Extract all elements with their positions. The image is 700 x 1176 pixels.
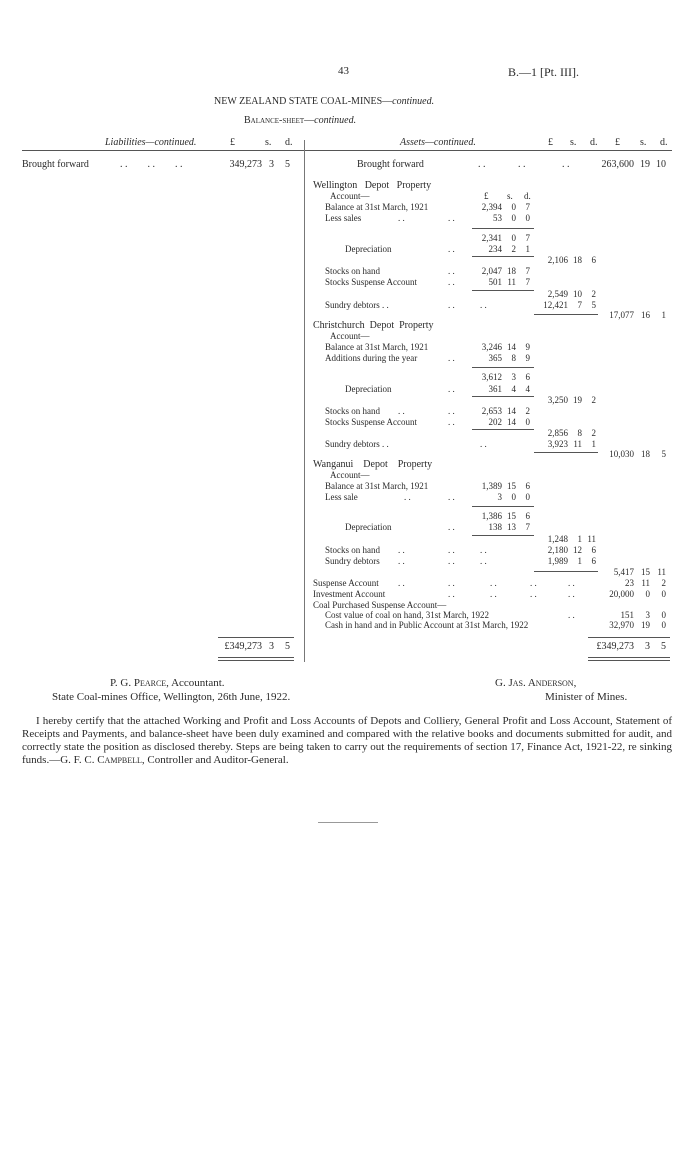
christchurch-depreciation-shillings: 4 <box>511 384 516 394</box>
wellington-depreciation-pence: 1 <box>525 244 530 254</box>
page-title-cont: continued. <box>392 96 435 107</box>
wellington-less-pence: 0 <box>525 213 530 223</box>
footer-rule <box>318 822 378 823</box>
table-top-rule <box>22 150 672 151</box>
assets-brought-forward-label: Brought forward <box>357 159 424 170</box>
wellington-depreciation-shillings: 2 <box>511 244 516 254</box>
christchurch-debtors-pence: 1 <box>591 439 596 449</box>
coal-cost-pence: 0 <box>661 610 666 620</box>
wanganui-less-shillings: 0 <box>511 492 516 502</box>
suspense-account-label: Suspense Account <box>313 578 379 588</box>
leader-dots: . . <box>448 545 455 555</box>
leader-dots: . . <box>490 589 497 599</box>
leader-dots: . . <box>530 589 537 599</box>
page-title-main: NEW ZEALAND STATE COAL-MINES— <box>214 96 393 107</box>
leader-dots: . . <box>530 578 537 588</box>
suspense-account-pence: 2 <box>661 578 666 588</box>
wellington-heading-account: Account— <box>330 191 370 201</box>
christchurch-depreciation-pounds: 361 <box>488 384 502 394</box>
wellington-debtors-shillings: 7 <box>577 300 582 310</box>
wanganui-stocks-pence: 6 <box>591 545 596 555</box>
christchurch-stocks-suspense-pounds: 202 <box>488 417 502 427</box>
christchurch-stocks-suspense-pence: 0 <box>525 417 530 427</box>
wellington-stocks-suspense-pence: 7 <box>525 277 530 287</box>
christchurch-after-depr-pence: 2 <box>591 395 596 405</box>
wanganui-net-pence: 6 <box>525 511 530 521</box>
assets-total-shillings: 3 <box>645 641 650 652</box>
wanganui-net-pounds: 1,386 <box>481 511 502 521</box>
investment-account-shillings: 0 <box>645 589 650 599</box>
christchurch-balance-shillings: 14 <box>507 342 516 352</box>
wellington-after-depr-pence: 6 <box>591 255 596 265</box>
christchurch-stocks-total-pence: 2 <box>591 428 596 438</box>
subtotal-rule <box>534 452 598 453</box>
christchurch-depreciation-label: Depreciation <box>345 384 392 394</box>
audit-certificate <box>22 715 672 767</box>
liabilities-total-pounds: £349,273 <box>224 641 262 652</box>
wellington-balance-pence: 7 <box>525 202 530 212</box>
christchurch-stocks-shillings: 14 <box>507 406 516 416</box>
christchurch-heading: Christchurch Depot Property <box>313 320 434 331</box>
leader-dots: . . <box>480 556 487 566</box>
wellington-after-depr-shillings: 18 <box>573 255 582 265</box>
christchurch-additions-shillings: 8 <box>511 353 516 363</box>
wellington-balance-shillings: 0 <box>511 202 516 212</box>
coal-cost-label: Cost value of coal on hand, 31st March, 1922 <box>325 610 489 620</box>
christchurch-net-shillings: 3 <box>511 372 516 382</box>
leader-dots: . . <box>480 439 487 449</box>
leader-dots: . . <box>448 277 455 287</box>
leader-dots: . . <box>478 159 486 170</box>
christchurch-net-pounds: 3,612 <box>481 372 502 382</box>
leader-dots: . . <box>490 578 497 588</box>
subtotal-rule <box>472 506 534 507</box>
office-date-line: State Coal-mines Office, Wellington, 26th June, 1922. <box>52 691 291 703</box>
wellington-less-pounds: 53 <box>493 213 502 223</box>
assets-heading: Assets—continued. <box>400 137 476 148</box>
wanganui-depreciation-label: Depreciation <box>345 522 392 532</box>
liabilities-bf-pence: 5 <box>285 159 290 170</box>
christchurch-stocks-suspense-label: Stocks Suspense Account <box>325 417 417 427</box>
subtotal-rule <box>472 228 534 229</box>
wanganui-depreciation-pounds: 138 <box>488 522 502 532</box>
subtotal-rule <box>472 396 534 397</box>
leader-dots: . . <box>398 406 405 416</box>
christchurch-stocks-total-shillings: 8 <box>577 428 582 438</box>
wanganui-depreciation-pence: 7 <box>525 522 530 532</box>
christchurch-total-pounds: 10,030 <box>609 449 634 459</box>
liabilities-total-double-rule <box>218 657 294 661</box>
christchurch-total-pence: 5 <box>661 449 666 459</box>
liabilities-total-shillings: 3 <box>269 641 274 652</box>
page-number: 43 <box>338 65 349 77</box>
assets-col-shillings: s. <box>570 137 577 148</box>
assets-bf-pounds: 263,600 <box>601 159 634 170</box>
wanganui-after-depr-pence: 11 <box>587 534 596 544</box>
wellington-stocks-total-pounds: 2,549 <box>547 289 568 299</box>
leader-dots: . . <box>568 589 575 599</box>
investment-account-pounds: 20,000 <box>609 589 634 599</box>
wanganui-less-pounds: 3 <box>497 492 502 502</box>
wellington-net-pence: 7 <box>525 233 530 243</box>
leader-dots: . . . . . . <box>120 159 183 170</box>
accountant-title: Accountant. <box>168 677 225 689</box>
wanganui-after-depr-shillings: 1 <box>577 534 582 544</box>
christchurch-after-depr-pounds: 3,250 <box>547 395 568 405</box>
assets-total-pounds: £349,273 <box>596 641 634 652</box>
leader-dots: . . <box>518 159 526 170</box>
investment-account-label: Investment Account <box>313 589 386 599</box>
wanganui-balance-pounds: 1,389 <box>481 481 502 491</box>
leader-dots: . . <box>448 417 455 427</box>
certificate-signer-title: Controller and Auditor-General. <box>144 754 289 766</box>
assets-col-pence: d. <box>590 137 598 148</box>
wellington-less-shillings: 0 <box>511 213 516 223</box>
sub-col-shillings: s. <box>507 191 513 201</box>
liabilities-heading: Liabilities—continued. <box>105 137 197 148</box>
wanganui-after-depr-pounds: 1,248 <box>547 534 568 544</box>
wanganui-balance-shillings: 15 <box>507 481 516 491</box>
leader-dots: . . <box>448 266 455 276</box>
minister-title: Minister of Mines. <box>545 691 628 703</box>
wanganui-stocks-label: Stocks on hand <box>325 545 380 555</box>
wellington-stocks-suspense-pounds: 501 <box>488 277 502 287</box>
wanganui-depreciation-shillings: 13 <box>507 522 516 532</box>
coal-cost-shillings: 3 <box>645 610 650 620</box>
christchurch-stocks-pence: 2 <box>525 406 530 416</box>
wanganui-debtors-pence: 6 <box>591 556 596 566</box>
wellington-debtors-pounds: 12,421 <box>543 300 568 310</box>
leader-dots: . . <box>448 492 455 502</box>
page-subtitle-cont: continued. <box>314 115 357 126</box>
christchurch-stocks-pounds: 2,653 <box>481 406 502 416</box>
leader-dots: . . <box>448 300 455 310</box>
wellington-stocks-pence: 7 <box>525 266 530 276</box>
page-subtitle-main: Balance-sheet— <box>244 115 315 126</box>
investment-account-pence: 0 <box>661 589 666 599</box>
wellington-heading: Wellington Depot Property <box>313 180 432 191</box>
wellington-after-depr-pounds: 2,106 <box>547 255 568 265</box>
assets-bf-shillings: 19 <box>640 159 650 170</box>
accountant-name: P. G. Pearce, <box>110 677 169 689</box>
wanganui-total-pence: 11 <box>657 567 666 577</box>
wellington-stocks-total-shillings: 10 <box>573 289 582 299</box>
leader-dots: . . <box>568 610 575 620</box>
wellington-balance-label: Balance at 31st March, 1921 <box>325 202 429 212</box>
wellington-stocks-label: Stocks on hand <box>325 266 380 276</box>
wanganui-heading-account: Account— <box>330 470 370 480</box>
cash-shillings: 19 <box>641 620 650 630</box>
wellington-stocks-pounds: 2,047 <box>481 266 502 276</box>
wellington-stocks-total-pence: 2 <box>591 289 596 299</box>
leader-dots: . . <box>448 384 455 394</box>
assets-col-shillings-2: s. <box>640 137 647 148</box>
wanganui-less-pence: 0 <box>525 492 530 502</box>
sub-col-pence: d. <box>524 191 531 201</box>
cash-pence: 0 <box>661 620 666 630</box>
christchurch-total-shillings: 18 <box>641 449 650 459</box>
assets-col-pounds-2: £ <box>615 137 620 148</box>
wanganui-debtors-shillings: 1 <box>577 556 582 566</box>
leader-dots: . . <box>382 439 389 449</box>
assets-total-double-rule <box>588 657 670 661</box>
christchurch-after-depr-shillings: 19 <box>573 395 582 405</box>
leader-dots: . . <box>448 578 455 588</box>
leader-dots: . . <box>404 492 411 502</box>
wanganui-net-shillings: 15 <box>507 511 516 521</box>
christchurch-debtors-pounds: 3,923 <box>547 439 568 449</box>
liabilities-col-pence: d. <box>285 137 293 148</box>
leader-dots: . . <box>448 353 455 363</box>
wellington-net-pounds: 2,341 <box>481 233 502 243</box>
cash-label: Cash in hand and in Public Account at 31st March, 1922 <box>325 620 529 630</box>
wanganui-balance-pence: 6 <box>525 481 530 491</box>
certificate-text: I hereby certify that the attached Working and Profit and Loss Accounts of Depots and Colliery, General Profit and Loss Account, Statement of Receipts and Payments, and balance-sheet have been duly examined and compared with the relative books and documents submitted for audit, and correctly state the position as disclosed thereby. Steps are being taken to carry out the requirements of section 17, Finance Act, 1921-22, re sinking funds.— <box>22 715 672 766</box>
document-reference: B.—1 [Pt. III]. <box>508 65 579 79</box>
christchurch-net-pence: 6 <box>525 372 530 382</box>
christchurch-debtors-label: Sundry debtors <box>325 439 380 449</box>
subtotal-rule <box>472 429 534 430</box>
sub-col-pounds: £ <box>484 191 489 201</box>
christchurch-depreciation-pence: 4 <box>525 384 530 394</box>
page-title <box>214 97 434 107</box>
wellington-debtors-pence: 5 <box>591 300 596 310</box>
liabilities-col-pounds: £ <box>230 137 235 148</box>
assets-col-pence-2: d. <box>660 137 668 148</box>
certificate-signer: G. F. C. Campbell, <box>60 754 145 766</box>
christchurch-balance-pounds: 3,246 <box>481 342 502 352</box>
christchurch-additions-pence: 9 <box>525 353 530 363</box>
christchurch-additions-label: Additions during the year <box>325 353 418 363</box>
leader-dots: . . <box>480 545 487 555</box>
liabilities-brought-forward-label: Brought forward <box>22 159 89 170</box>
leader-dots: . . <box>448 244 455 254</box>
christchurch-stocks-total-pounds: 2,856 <box>547 428 568 438</box>
christchurch-balance-pence: 9 <box>525 342 530 352</box>
leader-dots: . . <box>398 213 405 223</box>
subtotal-rule <box>472 256 534 257</box>
wanganui-balance-label: Balance at 31st March, 1921 <box>325 481 429 491</box>
leader-dots: . . <box>448 213 455 223</box>
leader-dots: . . <box>382 300 389 310</box>
leader-dots: . . <box>398 578 405 588</box>
coal-cost-pounds: 151 <box>620 610 634 620</box>
christchurch-stocks-label: Stocks on hand <box>325 406 380 416</box>
subtotal-rule <box>534 571 598 572</box>
wellington-stocks-shillings: 18 <box>507 266 516 276</box>
assets-total-rule <box>588 637 670 638</box>
subtotal-rule <box>472 535 534 536</box>
wellington-stocks-suspense-label: Stocks Suspense Account <box>325 277 417 287</box>
christchurch-heading-account: Account— <box>330 331 370 341</box>
assets-bf-pence: 10 <box>656 159 666 170</box>
liabilities-total-rule <box>218 637 294 638</box>
leader-dots: . . <box>448 406 455 416</box>
subtotal-rule <box>472 290 534 291</box>
assets-col-pounds: £ <box>548 137 553 148</box>
wanganui-total-shillings: 15 <box>641 567 650 577</box>
suspense-account-shillings: 11 <box>641 578 650 588</box>
suspense-account-pounds: 23 <box>625 578 634 588</box>
christchurch-additions-pounds: 365 <box>488 353 502 363</box>
subtotal-rule <box>534 314 598 315</box>
wellington-total-pounds: 17,077 <box>609 310 634 320</box>
wellington-debtors-label: Sundry debtors <box>325 300 380 310</box>
wanganui-less-label: Less sale <box>325 492 358 502</box>
wellington-total-shillings: 16 <box>641 310 650 320</box>
coal-suspense-heading: Coal Purchased Suspense Account— <box>313 600 447 610</box>
liabilities-col-shillings: s. <box>265 137 272 148</box>
wanganui-stocks-shillings: 12 <box>573 545 582 555</box>
wellington-depreciation-pounds: 234 <box>488 244 502 254</box>
liabilities-total-pence: 5 <box>285 641 290 652</box>
christchurch-stocks-suspense-shillings: 14 <box>507 417 516 427</box>
wanganui-debtors-pounds: 1,989 <box>547 556 568 566</box>
leader-dots: . . <box>480 300 487 310</box>
subtotal-rule <box>472 367 534 368</box>
wellington-less-label: Less sales <box>325 213 362 223</box>
wanganui-debtors-label: Sundry debtors <box>325 556 380 566</box>
minister-name: G. Jas. Anderson, <box>495 677 577 689</box>
assets-total-pence: 5 <box>661 641 666 652</box>
christchurch-balance-label: Balance at 31st March, 1921 <box>325 342 429 352</box>
leader-dots: . . <box>398 545 405 555</box>
wanganui-stocks-pounds: 2,180 <box>547 545 568 555</box>
wanganui-total-pounds: 5,417 <box>613 567 634 577</box>
wellington-total-pence: 1 <box>661 310 666 320</box>
wellington-balance-pounds: 2,394 <box>481 202 502 212</box>
leader-dots: . . <box>398 556 405 566</box>
leader-dots: . . <box>448 522 455 532</box>
column-divider <box>304 140 305 662</box>
leader-dots: . . <box>448 556 455 566</box>
wellington-depreciation-label: Depreciation <box>345 244 392 254</box>
liabilities-bf-shillings: 3 <box>269 159 274 170</box>
leader-dots: . . <box>448 589 455 599</box>
christchurch-debtors-shillings: 11 <box>573 439 582 449</box>
accountant-signature <box>110 678 225 689</box>
leader-dots: . . <box>568 578 575 588</box>
wanganui-heading: Wanganui Depot Property <box>313 459 433 470</box>
wellington-stocks-suspense-shillings: 11 <box>507 277 516 287</box>
leader-dots: . . <box>562 159 570 170</box>
wellington-net-shillings: 0 <box>511 233 516 243</box>
cash-pounds: 32,970 <box>609 620 634 630</box>
liabilities-bf-pounds: 349,273 <box>229 159 262 170</box>
page-subtitle <box>244 116 356 126</box>
